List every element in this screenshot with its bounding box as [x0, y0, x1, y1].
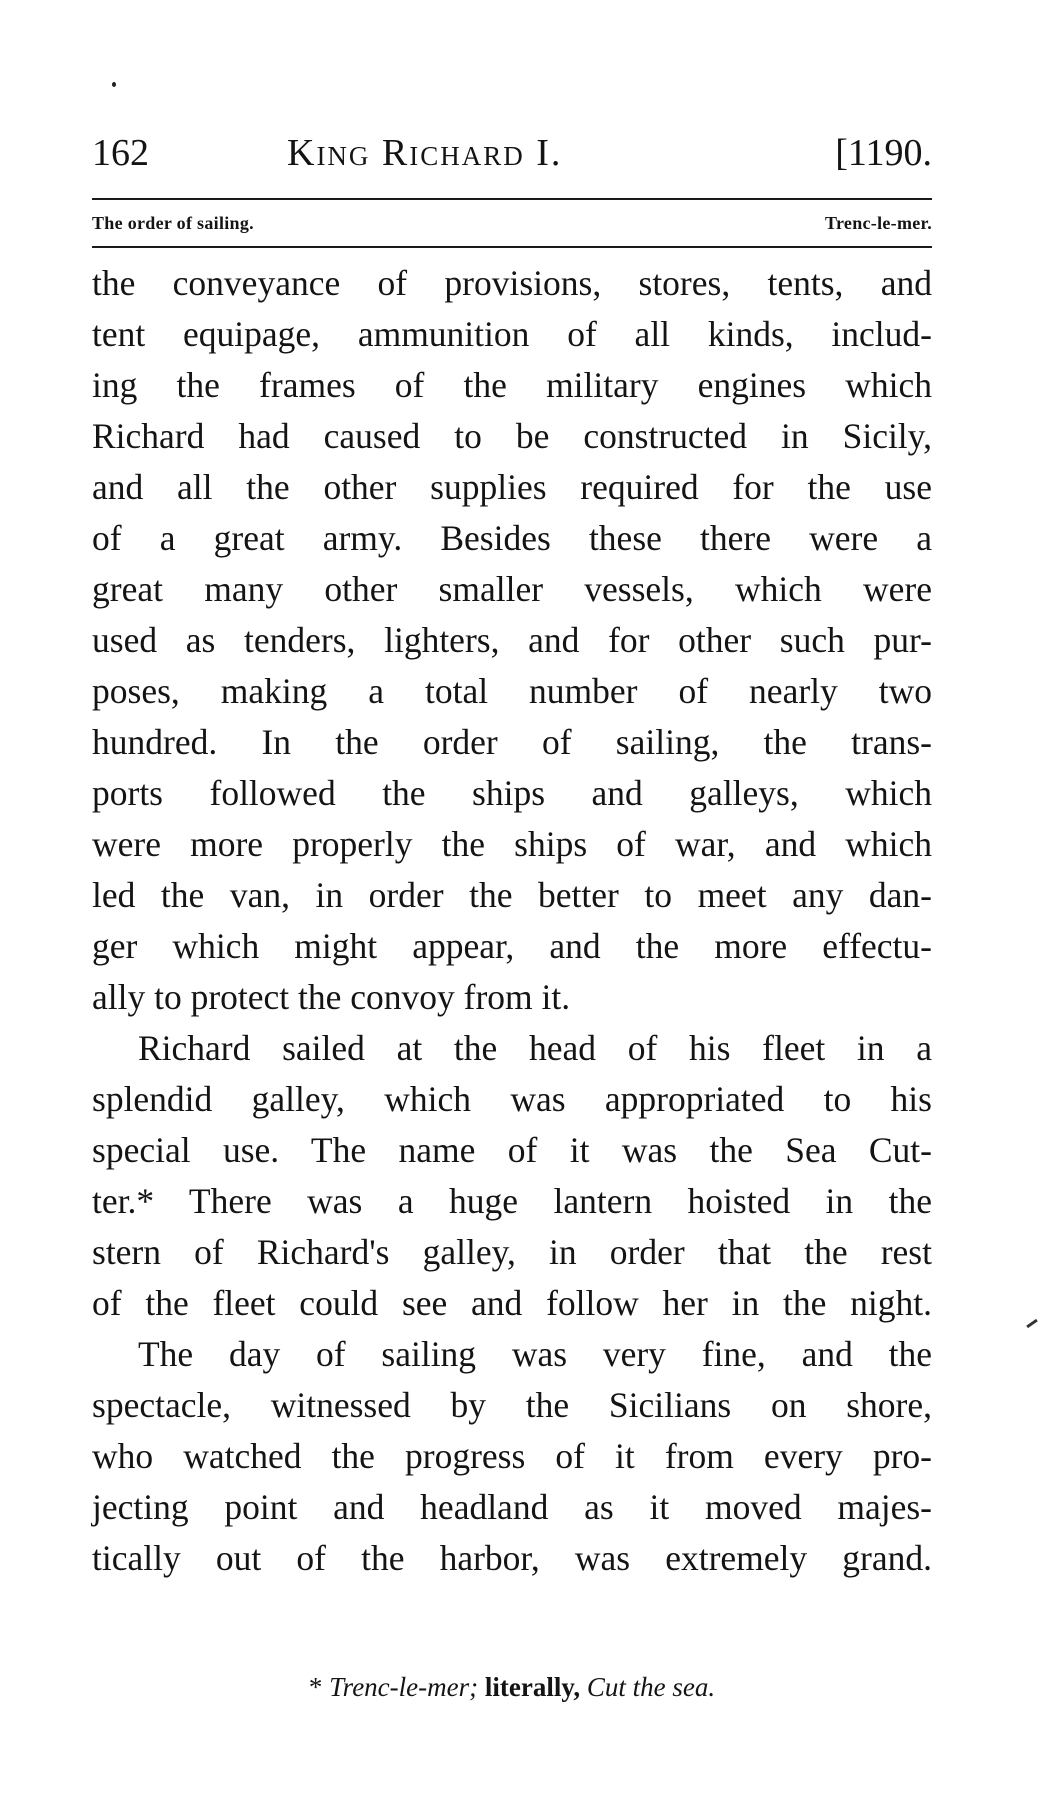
- body-line: stern of Richard's galley, in order that the rest: [92, 1232, 932, 1272]
- footnote-marker: *: [308, 1672, 323, 1702]
- body-line: and all the other supplies required for the use: [92, 467, 932, 507]
- body-line: jecting point and headland as it moved majes-: [92, 1487, 932, 1527]
- body-line: ing the frames of the military engines which: [92, 365, 932, 405]
- margin-mark: [1026, 1319, 1038, 1328]
- page-number: 162: [92, 132, 149, 174]
- body-line: of the fleet could see and follow her in the night.: [92, 1283, 932, 1323]
- body-line: who watched the progress of it from every pro-: [92, 1436, 932, 1476]
- body-line: ports followed the ships and galleys, which: [92, 773, 932, 813]
- header-rule-bottom: [92, 246, 932, 248]
- body-line: the conveyance of provisions, stores, tents, and: [92, 263, 932, 303]
- body-line: of a great army. Besides these there were a: [92, 518, 932, 558]
- book-title: King Richard I.: [287, 132, 563, 174]
- side-note-right: Trenc-le-mer.: [824, 213, 932, 233]
- body-line: poses, making a total number of nearly two: [92, 671, 932, 711]
- body-line: spectacle, witnessed by the Sicilians on shore,: [92, 1385, 932, 1425]
- body-line: great many other smaller vessels, which were: [92, 569, 932, 609]
- body-line: splendid galley, which was appropriated to his: [92, 1079, 932, 1119]
- side-notes: [92, 208, 932, 238]
- body-line: The day of sailing was very fine, and the: [138, 1334, 932, 1374]
- body-line: Richard sailed at the head of his fleet in a: [138, 1028, 932, 1068]
- body-line: were more properly the ships of war, and which: [92, 824, 932, 864]
- footnote-meaning: Cut the sea.: [586, 1672, 716, 1702]
- body-line: hundred. In the order of sailing, the trans-: [92, 722, 932, 762]
- header-rule-top: [92, 198, 932, 200]
- body-line: led the van, in order the better to meet any dan-: [92, 875, 932, 915]
- body-line: tically out of the harbor, was extremely grand.: [92, 1538, 932, 1578]
- book-page: [92, 0, 932, 1793]
- body-line: ger which might appear, and the more effectu-: [92, 926, 932, 966]
- year-marker: [1190.: [835, 132, 932, 174]
- body-line: ter.* There was a huge lantern hoisted in the: [92, 1181, 932, 1221]
- side-note-left: The order of sailing.: [92, 213, 254, 233]
- body-line: Richard had caused to be constructed in Sicily,: [92, 416, 932, 456]
- running-head: [92, 128, 932, 178]
- footnote-term: Trenc-le-mer;: [329, 1672, 479, 1702]
- body-line: used as tenders, lighters, and for other such pur-: [92, 620, 932, 660]
- body-text: [92, 258, 932, 1584]
- body-line: special use. The name of it was the Sea Cut-: [92, 1130, 932, 1170]
- footnote-middle: literally,: [484, 1672, 581, 1702]
- footnote: [92, 1669, 932, 1705]
- body-line: ally to protect the convoy from it.: [92, 977, 571, 1017]
- body-line: tent equipage, ammunition of all kinds, includ-: [92, 314, 932, 354]
